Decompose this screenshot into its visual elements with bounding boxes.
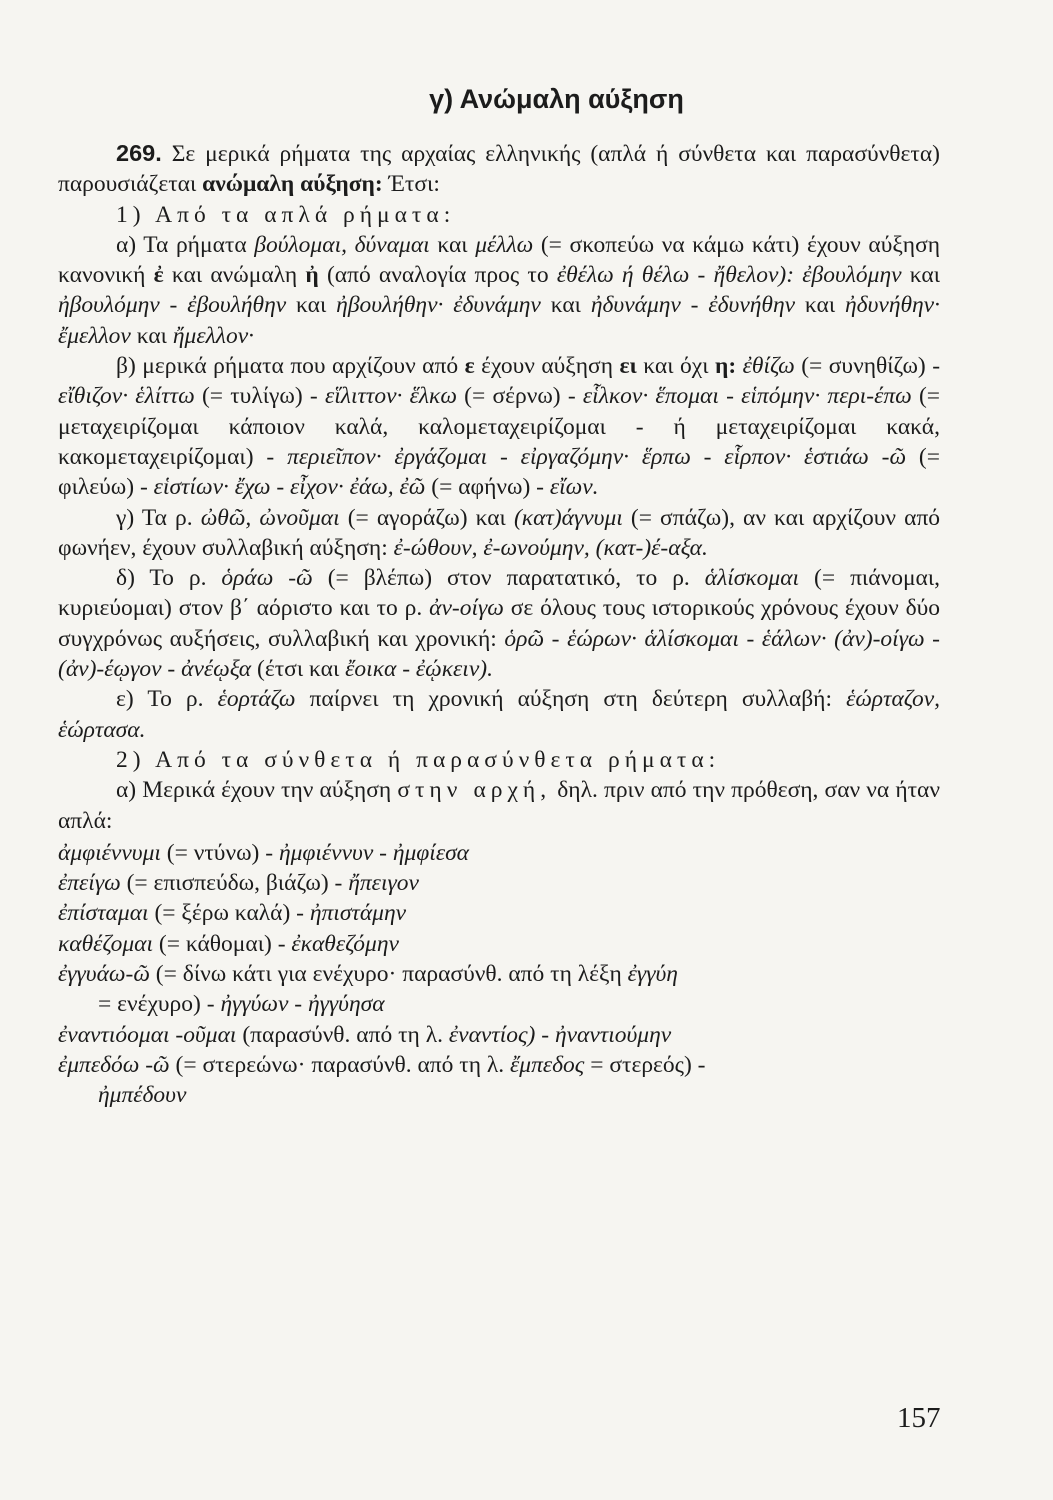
text: (= ξέρω καλά) - [154, 900, 304, 927]
greek-word: εἵλιττον· ἕλκω [325, 383, 457, 410]
greek-word: εἴων. [549, 474, 599, 501]
text: και [909, 262, 941, 289]
greek-word: περιεῖπον· ἐργάζομαι - εἰργαζόμην· ἕρπω - εἷρπον· ἑστιάω -ῶ [287, 443, 907, 470]
greek-word: ἤμελλον· [172, 322, 255, 349]
rule-d [58, 563, 940, 684]
text: (από αναλογία προς το [326, 262, 549, 289]
intro-bold-term: ανώμαλη αύξηση: [202, 171, 383, 198]
list-item [58, 838, 940, 868]
augment-letter: η: [715, 353, 737, 380]
rule-a [58, 230, 940, 351]
greek-word: ἐναντίος) - ἠναντιούμην [448, 1021, 672, 1048]
page-number: 157 [897, 1402, 941, 1434]
part1-label: 1) Από τα απλά ρήματα: [116, 201, 456, 228]
greek-word: βούλομαι, δύναμαι [254, 231, 430, 258]
list-item [58, 898, 940, 928]
text: (= κάθομαι) - [158, 930, 286, 957]
greek-word: ἤπειγον [348, 870, 419, 897]
greek-word: ἐβουλόμην [802, 262, 902, 289]
text: (έτσι και [257, 656, 340, 683]
text: (= αγοράζω) και [347, 504, 506, 531]
text: δηλ. πριν από την πρόθεση, σαν να ήταν απλά: [58, 777, 940, 834]
text: και [136, 322, 168, 349]
text: σε όλους τους ιστορικούς χρόνους έχουν δύο συγχρόνως αυξήσεις, συλλαβική και χρονική: [58, 595, 941, 652]
rule-c [58, 503, 940, 564]
text: (= επισπεύδω, βιάζω) - [126, 870, 343, 897]
greek-word: ἠβουλόμην - ἐβουλήθην [58, 292, 287, 319]
list-item [58, 868, 940, 898]
text: και [437, 231, 468, 258]
text: και [804, 292, 836, 319]
greek-word: ἠδυνήθην· ἔμελλον [58, 292, 940, 349]
greek-word: ἐκαθεζόμην [291, 930, 399, 957]
text: γ) Τα ρ. [116, 504, 193, 531]
text: παίρνει τη χρονική αύξηση στη δεύτερη συλλαβή: [309, 686, 833, 713]
text: (= σκοπεύω να κάμω κάτι) έχουν αύξηση κανονική [58, 231, 941, 289]
list-item [58, 1050, 940, 1111]
greek-word: ἔοικα - ἐῴκειν). [345, 656, 493, 683]
text: (= σπάζω), αν και αρχίζουν από φωνήεν, έχουν συλλαβική αύξηση: [58, 504, 941, 561]
greek-word: ἠμπέδουν [98, 1082, 187, 1109]
text: έχουν αύξηση [481, 353, 614, 380]
greek-word: ἐγγυάω-ῶ [58, 961, 150, 988]
greek-word: εἷλκον· ἕπομαι - εἱπόμην· περι-έπω [582, 383, 912, 410]
greek-word: ἐγγύη [627, 961, 678, 988]
text: και [550, 292, 581, 319]
text: (παρασύνθ. από τη λ. [242, 1021, 443, 1048]
text: (= σέρνω) - [464, 383, 576, 410]
intro-text-end: Έτσι: [388, 171, 440, 198]
text: (= φιλεύω) - [58, 443, 941, 501]
greek-word: ἑορτάζω [217, 686, 296, 713]
part2-label: 2) Από τα σύνθετα ή παρασύνθετα ρήματα: [116, 746, 721, 773]
text: (= μεταχειρίζομαι κάποιον καλά, καλομεταχειρίζομαι - ή μεταχειρίζομαι κακά, κακομεταχειρίζομαι) - [58, 383, 941, 470]
greek-word: ἠμφιέννυν - ἠμφίεσα [278, 839, 470, 866]
greek-word: ἀμφιέννυμι [58, 839, 161, 866]
text: και όχι [643, 353, 709, 380]
greek-word: ἐ-ώθουν, ἐ-ωνούμην, (κατ-)έ-αξα. [393, 534, 708, 561]
text: α) Τα ρήματα [116, 231, 247, 258]
verb-list [58, 838, 940, 1111]
greek-word: ἐπίσταμαι [58, 900, 149, 927]
rule-b [58, 351, 940, 502]
paragraph-number: 269. [116, 140, 162, 166]
greek-word: (κατ)άγνυμι [513, 504, 623, 531]
greek-word: ἑώρταζον, ἑώρτασα. [58, 686, 941, 743]
greek-word: ἁλίσκομαι [704, 565, 800, 592]
spaced-term: στην αρχή, [397, 777, 552, 804]
text: α) Μερικά έχουν την αύξηση [116, 777, 392, 804]
text: (= βλέπω) στον παρατατικό, το ρ. [327, 565, 690, 592]
text: (= στερεώνω· παρασύνθ. από τη λ. [175, 1051, 505, 1078]
greek-word: ὁράω -ῶ [221, 565, 313, 592]
augment-letter: ἠ [305, 262, 319, 289]
augment-letter: ε [464, 353, 475, 380]
text: (= ντύνω) - [166, 839, 274, 866]
text: (= αφήνω) - [431, 474, 544, 501]
list-item [58, 959, 940, 1020]
greek-word: ἠγγύων - ἠγγύησα [220, 991, 385, 1018]
greek-word: ὁρῶ - ἑώρων· ἁλίσκομαι - ἑάλων· (ἀν)-οίγω - (ἀν)-έῳγον - ἀνέῳξα [58, 625, 940, 683]
page-body [58, 138, 940, 1111]
text: δ) Το ρ. [116, 565, 207, 592]
text: ε) Το ρ. [116, 686, 204, 713]
text: (= τυλίγω) - [201, 383, 318, 410]
greek-word: ἠπιστάμην [309, 900, 407, 927]
text: β) μερικά ρήματα που αρχίζουν από [116, 353, 459, 380]
list-item [58, 1020, 940, 1050]
text: και ανώμαλη [171, 262, 298, 289]
greek-word: ὠθῶ, ὠνοῦμαι [200, 504, 340, 531]
text: (= πιάνομαι, κυριεύομαι) στον β΄ αόριστο και το ρ. [58, 565, 941, 622]
text: = στερεός) - [590, 1051, 706, 1078]
greek-word: εἱστίων· ἔχω - εἶχον· ἐάω, ἐῶ [153, 474, 426, 501]
paragraph-intro [58, 138, 940, 200]
greek-word: μέλλω [475, 231, 534, 258]
greek-word: εἴθιζον· ἑλίττω [58, 383, 195, 410]
text: (= δίνω κάτι για ενέχυρο· παρασύνθ. από τη λέξη [155, 961, 622, 988]
greek-word: ἀν-οίγω [429, 595, 504, 622]
greek-word: ἠβουλήθην· ἐδυνάμην [336, 292, 541, 319]
augment-letter: ει [619, 353, 637, 380]
greek-word: ἐμπεδόω -ῶ [58, 1051, 170, 1078]
text: = ενέχυρο) - [98, 991, 215, 1018]
intro-text: Σε μερικά ρήματα της αρχαίας ελληνικής (απλά ή σύνθετα και παρασύνθετα) παρουσιάζεται [58, 141, 940, 198]
text: και [296, 292, 327, 319]
list-item [58, 929, 940, 959]
greek-word: ἐναντιόομαι -οῦμαι [58, 1021, 237, 1048]
greek-word: ἔμπεδος [510, 1051, 585, 1078]
greek-word: ἐπείγω [58, 870, 121, 897]
greek-word: ἐθέλω ή θέλω - ἤθελον): [556, 262, 795, 289]
section-heading: γ) Ανώμαλη αύξηση [429, 84, 684, 114]
greek-word: ἐθίζω [742, 353, 795, 380]
rule-e [58, 684, 940, 745]
augment-letter: ἐ [153, 262, 164, 289]
rule-2a [58, 775, 940, 836]
greek-word: καθέζομαι [58, 930, 153, 957]
text: (= συνηθίζω) - [801, 353, 941, 380]
greek-word: ἠδυνάμην - ἐδυνήθην [590, 292, 796, 319]
